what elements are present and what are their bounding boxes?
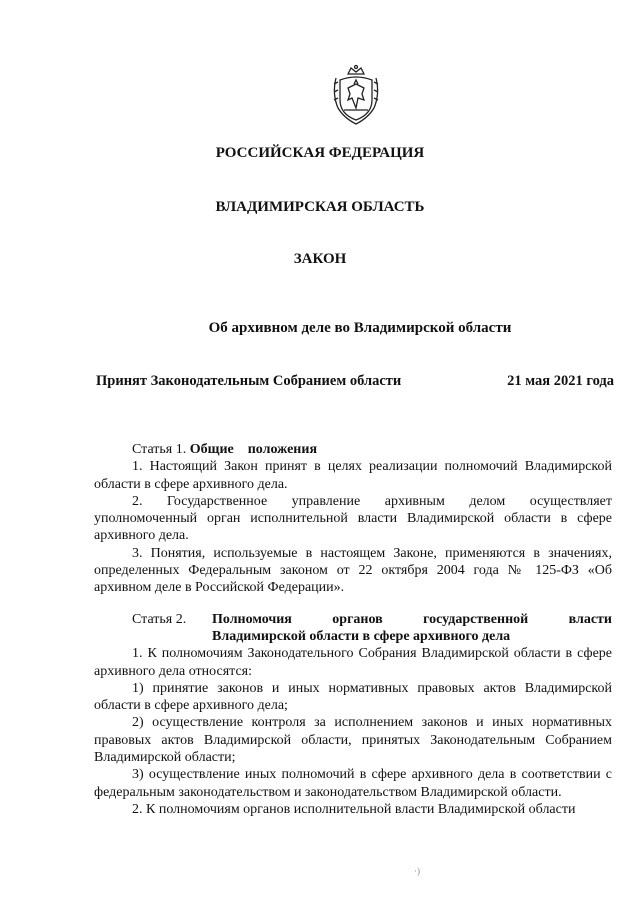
article-2-title-line-2: Владимирской области в сфере архивного дела bbox=[212, 628, 511, 644]
law-title: Об архивном деле во Владимирской области bbox=[208, 320, 512, 336]
scan-mark: ·) bbox=[414, 866, 420, 876]
article-2-paragraph-1: 1. К полномочиям Законодательного Собрания Владимирской области в сфере архивного дела относятся: bbox=[94, 646, 612, 679]
article-1-title: Общие положения bbox=[189, 442, 318, 457]
article-2-item-3: 3) осуществление иных полномочий в сфере архивного дела в соответствии с федеральным законодательством и законодательством Владимирской области. bbox=[94, 767, 612, 800]
article-2-item-1: 1) принятие законов и иных нормативных правовых актов Владимирской области в сфере архивного дела; bbox=[94, 680, 612, 714]
adopted-by: Принят Законодательным Собранием области bbox=[96, 373, 402, 389]
article-1-number: Статья 1. bbox=[132, 442, 187, 457]
article-1-paragraph-1: 1. Настоящий Закон принят в целях реализации полномочий Владимирской области в сфере архивного дела. bbox=[94, 459, 612, 492]
article-2-number: Статья 2. bbox=[132, 611, 187, 627]
article-2-heading bbox=[94, 611, 612, 646]
coat-of-arms-icon bbox=[330, 64, 382, 126]
article-2-title bbox=[212, 611, 612, 646]
law-body bbox=[94, 441, 612, 818]
article-1-paragraph-3: 3. Понятия, используемые в настоящем Законе, применяются в значениях, определенных Федеральным законом от 22 октября 2004 года № 125-ФЗ «Об архивном деле в Российской Федерации». bbox=[94, 545, 612, 596]
document-kind-heading: ЗАКОН bbox=[293, 251, 347, 267]
adoption-line bbox=[96, 373, 614, 390]
article-1-paragraph-2: 2. Государственное управление архивным делом осуществляет уполномоченный орган исполнительной власти Владимирской области в сфере архивного дела. bbox=[94, 493, 612, 544]
article-1-heading bbox=[94, 441, 612, 458]
article-2-item-2: 2) осуществление контроля за исполнением законов и иных нормативных правовых актов Владимирской области, принятых Законодательным Собранием Владимирской области; bbox=[94, 715, 612, 766]
article-2-paragraph-2: 2. К полномочиям органов исполнительной власти Владимирской области bbox=[132, 801, 576, 817]
region-heading: ВЛАДИМИРСКАЯ ОБЛАСТЬ bbox=[215, 199, 425, 215]
country-heading: РОССИЙСКАЯ ФЕДЕРАЦИЯ bbox=[215, 145, 425, 161]
adoption-date: 21 мая 2021 года bbox=[507, 373, 614, 389]
article-2-title-line-1: Полномочия органов государственной власти bbox=[212, 611, 612, 627]
